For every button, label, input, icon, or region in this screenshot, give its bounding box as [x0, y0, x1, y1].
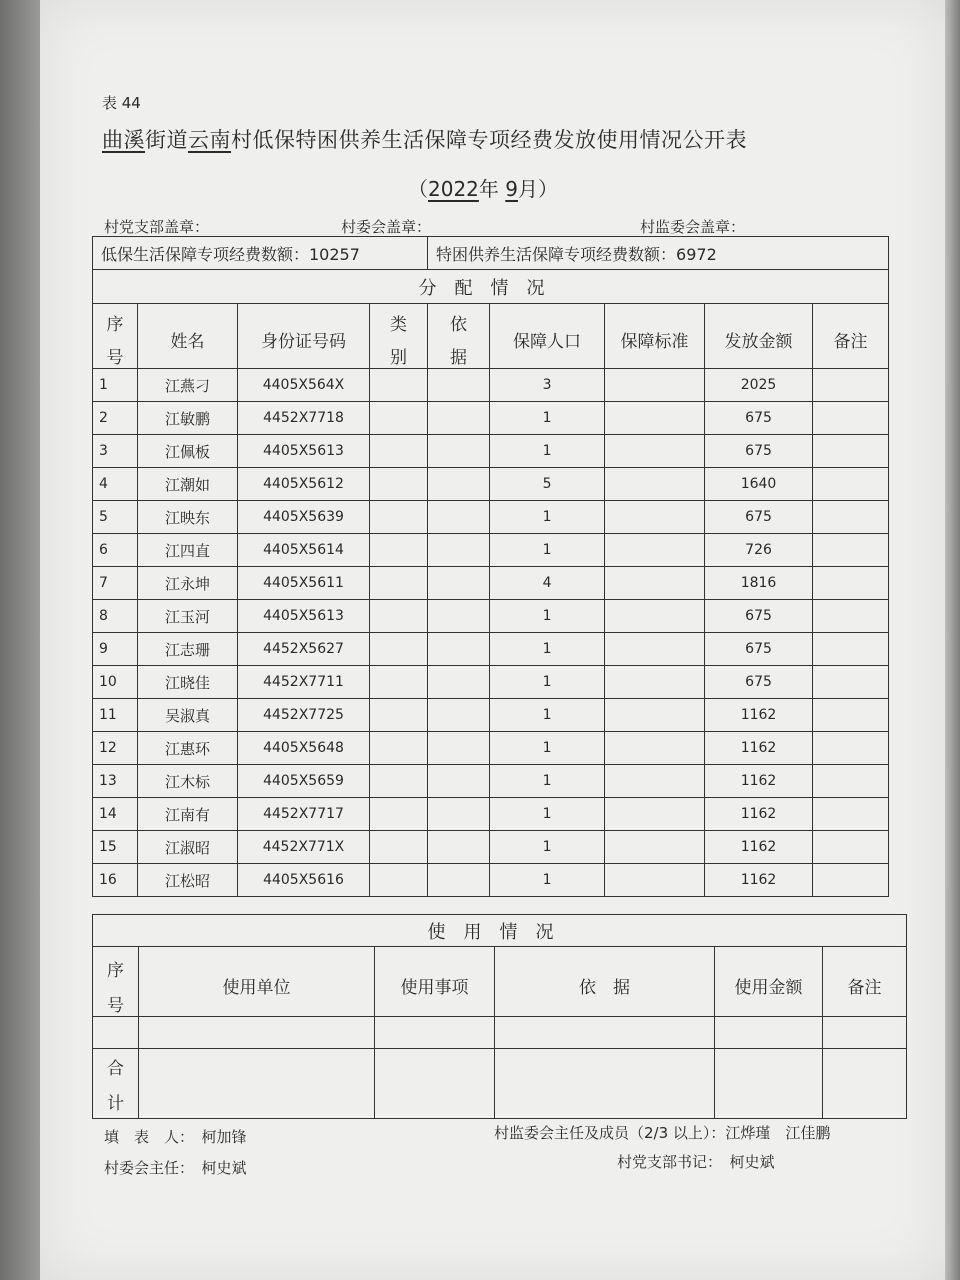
usage-cell [495, 1017, 715, 1049]
cell-seq: 6 [93, 534, 138, 567]
cell-remark [813, 765, 889, 798]
usage-header-remark: 备注 [823, 947, 907, 1017]
period-year-unit: 年 [478, 177, 499, 201]
cell-amount: 675 [705, 633, 813, 666]
cell-pop: 1 [490, 732, 605, 765]
cell-pop: 1 [490, 666, 605, 699]
cell-std [605, 831, 705, 864]
cell-id: 4452X7711 [238, 666, 370, 699]
cell-std [605, 798, 705, 831]
header-basis [428, 304, 490, 369]
cell-remark [813, 435, 889, 468]
cell-seq: 16 [93, 864, 138, 897]
allocation-table [92, 236, 889, 897]
table-row [93, 666, 889, 699]
usage-cell [495, 1049, 715, 1119]
usage-cell [375, 1049, 495, 1119]
usage-cell [139, 1049, 375, 1119]
desk-background-left [0, 0, 40, 1280]
committee-director: 村委会主任： 柯史斌 [104, 1159, 247, 1177]
seal-supervision-committee: 村监委会盖章： [640, 218, 746, 236]
tekun-fund-amount: 特困供养生活保障专项经费数额：6972 [428, 237, 889, 270]
party-secretary: 村党支部书记： 柯史斌 [617, 1153, 775, 1171]
cell-std [605, 567, 705, 600]
cell-name: 江映东 [138, 501, 238, 534]
table-row [93, 633, 889, 666]
cell-id: 4452X5627 [238, 633, 370, 666]
table-row [93, 435, 889, 468]
header-amount: 发放金额 [705, 304, 813, 369]
cell-pop: 1 [490, 435, 605, 468]
cell-name: 江敏鹏 [138, 402, 238, 435]
cell-type [370, 501, 428, 534]
cell-pop: 1 [490, 798, 605, 831]
cell-pop: 1 [490, 831, 605, 864]
cell-pop: 5 [490, 468, 605, 501]
table-row [93, 831, 889, 864]
cell-amount: 1162 [705, 798, 813, 831]
cell-type [370, 600, 428, 633]
cell-name: 江惠环 [138, 732, 238, 765]
usage-header-seq-2: 号 [107, 995, 124, 1016]
cell-seq: 7 [93, 567, 138, 600]
usage-header-item: 使用事项 [375, 947, 495, 1017]
cell-remark [813, 468, 889, 501]
cell-std [605, 864, 705, 897]
cell-id: 4452X7718 [238, 402, 370, 435]
cell-type [370, 402, 428, 435]
header-population: 保障人口 [490, 304, 605, 369]
cell-pop: 4 [490, 567, 605, 600]
cell-name: 江晓佳 [138, 666, 238, 699]
table-row [93, 501, 889, 534]
usage-section-row [93, 915, 907, 947]
cell-name: 江佩板 [138, 435, 238, 468]
cell-basis [428, 798, 490, 831]
cell-remark [813, 501, 889, 534]
cell-std [605, 765, 705, 798]
cell-type [370, 831, 428, 864]
header-standard: 保障标准 [605, 304, 705, 369]
cell-type [370, 732, 428, 765]
table-number: 表 44 [102, 94, 141, 112]
cell-name: 江玉河 [138, 600, 238, 633]
header-type-1: 类 [390, 315, 408, 335]
title-rest: 村低保特困供养生活保障专项经费发放使用情况公开表 [231, 128, 747, 152]
cell-id: 4405X5611 [238, 567, 370, 600]
cell-name: 江淑昭 [138, 831, 238, 864]
header-id: 身份证号码 [238, 304, 370, 369]
header-type [370, 304, 428, 369]
table-row [93, 699, 889, 732]
cell-id: 4405X5639 [238, 501, 370, 534]
cell-remark [813, 600, 889, 633]
usage-cell [375, 1017, 495, 1049]
funds-row [93, 237, 889, 270]
table-row [93, 600, 889, 633]
cell-amount: 726 [705, 534, 813, 567]
form-filler: 填 表 人： 柯加锋 [104, 1128, 247, 1146]
table-row [93, 369, 889, 402]
cell-basis [428, 600, 490, 633]
cell-amount: 1162 [705, 732, 813, 765]
cell-id: 4405X5616 [238, 864, 370, 897]
cell-basis [428, 402, 490, 435]
cell-type [370, 534, 428, 567]
cell-basis [428, 831, 490, 864]
cell-basis [428, 534, 490, 567]
cell-std [605, 732, 705, 765]
header-seq-2: 号 [106, 348, 124, 368]
cell-amount: 675 [705, 501, 813, 534]
header-seq [93, 304, 138, 369]
table-row [93, 765, 889, 798]
cell-remark [813, 666, 889, 699]
header-type-2: 别 [390, 348, 408, 368]
cell-std [605, 468, 705, 501]
table-row [93, 732, 889, 765]
cell-seq: 5 [93, 501, 138, 534]
cell-type [370, 633, 428, 666]
cell-name: 江燕刁 [138, 369, 238, 402]
cell-std [605, 501, 705, 534]
cell-std [605, 402, 705, 435]
cell-remark [813, 864, 889, 897]
cell-seq: 4 [93, 468, 138, 501]
cell-pop: 1 [490, 501, 605, 534]
period-month: 9 [505, 177, 518, 201]
cell-pop: 1 [490, 402, 605, 435]
cell-name: 江四直 [138, 534, 238, 567]
cell-remark [813, 567, 889, 600]
usage-total-1: 合 [107, 1058, 124, 1079]
seal-party-branch: 村党支部盖章： [104, 218, 210, 236]
usage-header-basis: 依 据 [495, 947, 715, 1017]
cell-seq: 12 [93, 732, 138, 765]
cell-seq: 13 [93, 765, 138, 798]
header-remark: 备注 [813, 304, 889, 369]
cell-amount: 675 [705, 600, 813, 633]
cell-remark [813, 798, 889, 831]
table-row [93, 468, 889, 501]
usage-header-unit: 使用单位 [139, 947, 375, 1017]
cell-id: 4405X5613 [238, 435, 370, 468]
usage-cell [93, 1017, 139, 1049]
usage-table [92, 914, 907, 1119]
cell-seq: 3 [93, 435, 138, 468]
allocation-header-row [93, 304, 889, 369]
cell-id: 4405X5613 [238, 600, 370, 633]
cell-seq: 11 [93, 699, 138, 732]
cell-name: 江永坤 [138, 567, 238, 600]
cell-seq: 10 [93, 666, 138, 699]
cell-seq: 8 [93, 600, 138, 633]
cell-remark [813, 732, 889, 765]
cell-basis [428, 765, 490, 798]
cell-remark [813, 633, 889, 666]
cell-name: 江志珊 [138, 633, 238, 666]
cell-type [370, 765, 428, 798]
usage-empty-row [93, 1017, 907, 1049]
usage-total-label [93, 1049, 139, 1119]
cell-id: 4405X5659 [238, 765, 370, 798]
cell-type [370, 864, 428, 897]
table-row [93, 567, 889, 600]
cell-pop: 1 [490, 633, 605, 666]
cell-amount: 1162 [705, 699, 813, 732]
usage-total-2: 计 [107, 1093, 124, 1114]
usage-section-title: 使用情况 [93, 915, 907, 947]
table-row [93, 864, 889, 897]
cell-pop: 3 [490, 369, 605, 402]
usage-cell [139, 1017, 375, 1049]
period-year: 2022 [428, 177, 479, 201]
title-town: 曲溪 [102, 128, 145, 152]
table-row [93, 534, 889, 567]
cell-type [370, 468, 428, 501]
cell-type [370, 666, 428, 699]
cell-id: 4405X5614 [238, 534, 370, 567]
header-basis-1: 依 [450, 315, 468, 335]
cell-remark [813, 402, 889, 435]
supervision-members: 村监委会主任及成员（2/3 以上）：江烨瑾 江佳鹏 [494, 1124, 831, 1142]
cell-pop: 1 [490, 699, 605, 732]
cell-remark [813, 369, 889, 402]
usage-cell [823, 1049, 907, 1119]
cell-std [605, 600, 705, 633]
cell-amount: 675 [705, 435, 813, 468]
report-period [408, 173, 558, 202]
period-close: 月） [518, 177, 558, 201]
cell-basis [428, 435, 490, 468]
cell-std [605, 435, 705, 468]
cell-amount: 2025 [705, 369, 813, 402]
cell-type [370, 567, 428, 600]
cell-basis [428, 732, 490, 765]
cell-pop: 1 [490, 864, 605, 897]
cell-name: 江松昭 [138, 864, 238, 897]
title-village: 云南 [188, 128, 231, 152]
allocation-section-title: 分配情况 [93, 270, 889, 304]
usage-total-row [93, 1049, 907, 1119]
usage-cell [715, 1049, 823, 1119]
usage-cell [823, 1017, 907, 1049]
header-basis-2: 据 [450, 348, 468, 368]
allocation-rows [93, 369, 889, 897]
cell-seq: 2 [93, 402, 138, 435]
cell-id: 4405X5612 [238, 468, 370, 501]
cell-id: 4452X771X [238, 831, 370, 864]
seal-village-committee: 村委会盖章： [341, 218, 432, 236]
cell-id: 4405X5648 [238, 732, 370, 765]
cell-remark [813, 831, 889, 864]
cell-name: 江木标 [138, 765, 238, 798]
dibao-fund-amount: 低保生活保障专项经费数额：10257 [93, 237, 428, 270]
cell-type [370, 369, 428, 402]
cell-id: 4452X7725 [238, 699, 370, 732]
cell-pop: 1 [490, 600, 605, 633]
cell-amount: 675 [705, 402, 813, 435]
usage-header-seq-1: 序 [107, 960, 124, 981]
cell-id: 4452X7717 [238, 798, 370, 831]
cell-basis [428, 633, 490, 666]
cell-basis [428, 468, 490, 501]
cell-name: 江潮如 [138, 468, 238, 501]
cell-basis [428, 567, 490, 600]
cell-std [605, 534, 705, 567]
usage-header-amount: 使用金额 [715, 947, 823, 1017]
cell-seq: 9 [93, 633, 138, 666]
cell-basis [428, 666, 490, 699]
cell-type [370, 699, 428, 732]
cell-amount: 1816 [705, 567, 813, 600]
cell-amount: 1162 [705, 831, 813, 864]
usage-header-row [93, 947, 907, 1017]
allocation-section-row [93, 270, 889, 304]
cell-basis [428, 699, 490, 732]
cell-seq: 1 [93, 369, 138, 402]
cell-std [605, 699, 705, 732]
cell-std [605, 633, 705, 666]
period-open: （ [408, 177, 428, 201]
cell-amount: 1640 [705, 468, 813, 501]
cell-type [370, 798, 428, 831]
cell-basis [428, 501, 490, 534]
cell-pop: 1 [490, 765, 605, 798]
cell-type [370, 435, 428, 468]
header-name: 姓名 [138, 304, 238, 369]
title-street: 街道 [145, 128, 188, 152]
table-row [93, 798, 889, 831]
document-title [102, 124, 747, 154]
cell-basis [428, 864, 490, 897]
cell-pop: 1 [490, 534, 605, 567]
cell-id: 4405X564X [238, 369, 370, 402]
cell-seq: 15 [93, 831, 138, 864]
header-seq-1: 序 [106, 315, 124, 335]
cell-amount: 1162 [705, 765, 813, 798]
usage-header-seq [93, 947, 139, 1017]
cell-amount: 675 [705, 666, 813, 699]
usage-cell [715, 1017, 823, 1049]
cell-std [605, 369, 705, 402]
desk-background-right [945, 0, 960, 1280]
cell-basis [428, 369, 490, 402]
cell-amount: 1162 [705, 864, 813, 897]
cell-name: 吴淑真 [138, 699, 238, 732]
table-row [93, 402, 889, 435]
cell-remark [813, 534, 889, 567]
cell-remark [813, 699, 889, 732]
cell-std [605, 666, 705, 699]
cell-seq: 14 [93, 798, 138, 831]
cell-name: 江南有 [138, 798, 238, 831]
